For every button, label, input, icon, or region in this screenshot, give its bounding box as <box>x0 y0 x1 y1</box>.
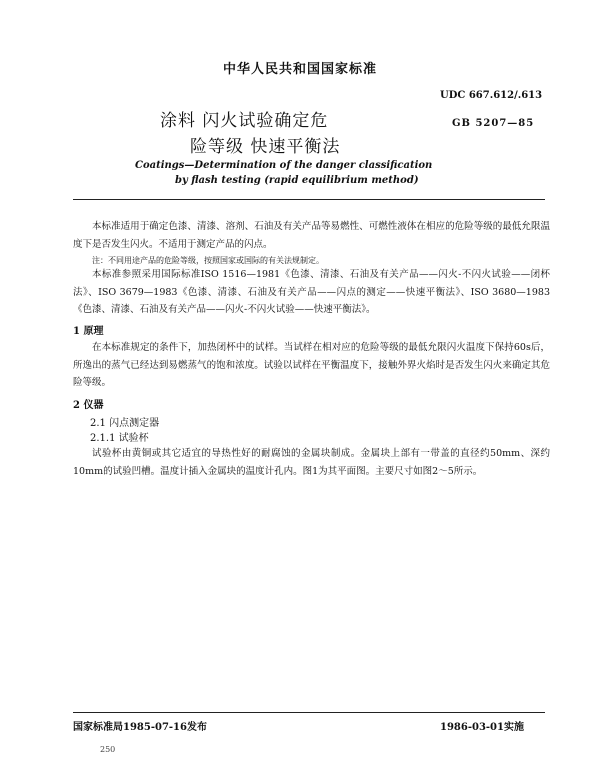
section-2-1-1-text: 试验杯由黄铜或其它适宜的导热性好的耐腐蚀的金属块制成。金属块上部有一带盖的直径约50mm、深约10mm的试验凹槽。温度计插入金属块的温度计孔内。图1为其平面图。主要尺寸如图2～5所示。 <box>73 448 550 477</box>
issue-date: 国家标准局1985-07-16发布 <box>73 722 207 733</box>
intro-paragraph: 本标准适用于确定色漆、清漆、溶剂、石油及有关产品等易燃性、可燃性液体在相应的危险等级的最低允限温度下是否发生闪火。不适用于测定产品的闪点。 <box>73 221 550 250</box>
standard-header-title: 中华人民共和国国家标准 <box>222 62 377 77</box>
note-text: 注：不同用途产品的危险等级，按照国家或国际的有关法规制定。 <box>92 256 324 265</box>
section-2-1-1-heading: 2.1.1 试验杯 <box>90 433 149 444</box>
section-2-1-heading: 2.1 闪点测定器 <box>90 418 160 429</box>
title-zh-line2: 险等级 快速平衡法 <box>190 137 341 157</box>
udc-code: UDC 667.612/.613 <box>440 90 543 101</box>
title-zh-line1: 涂料 闪火试验确定危 <box>160 111 329 131</box>
effective-date: 1986-03-01实施 <box>440 722 524 733</box>
title-en-line1: Coatings—Determination of the danger classification <box>135 160 433 171</box>
page-number: 250 <box>100 745 116 754</box>
reference-paragraph: 本标准参照采用国际标准ISO 1516—1981《色漆、清漆、石油及有关产品——闪火-不闪火试验——闭杯法》、ISO 3679—1983《色漆、清漆、石油及有关产品——闪点的测定——快速平衡法》、ISO 3680—1983《色漆、清漆、石油及有关产品——闪火-不闪火试验——快速平衡法》。 <box>73 269 550 315</box>
title-en-line2: by flash testing (rapid equilibrium method) <box>175 175 419 186</box>
bottom-divider <box>73 712 545 713</box>
gb-number: GB 5207—85 <box>452 118 535 129</box>
section-1-heading: 1 原理 <box>73 326 104 337</box>
section-1-text: 在本标准规定的条件下，加热闭杯中的试样。当试样在相对应的危险等级的最低允限闪火温度下保持60s后，所逸出的蒸气已经达到易燃蒸气的饱和浓度。试验以试样在平衡温度下，接触外界火焰时是否发生闪火来确定其危险等级。 <box>73 342 550 388</box>
section-2-heading: 2 仪器 <box>73 400 104 411</box>
top-divider <box>73 199 545 200</box>
